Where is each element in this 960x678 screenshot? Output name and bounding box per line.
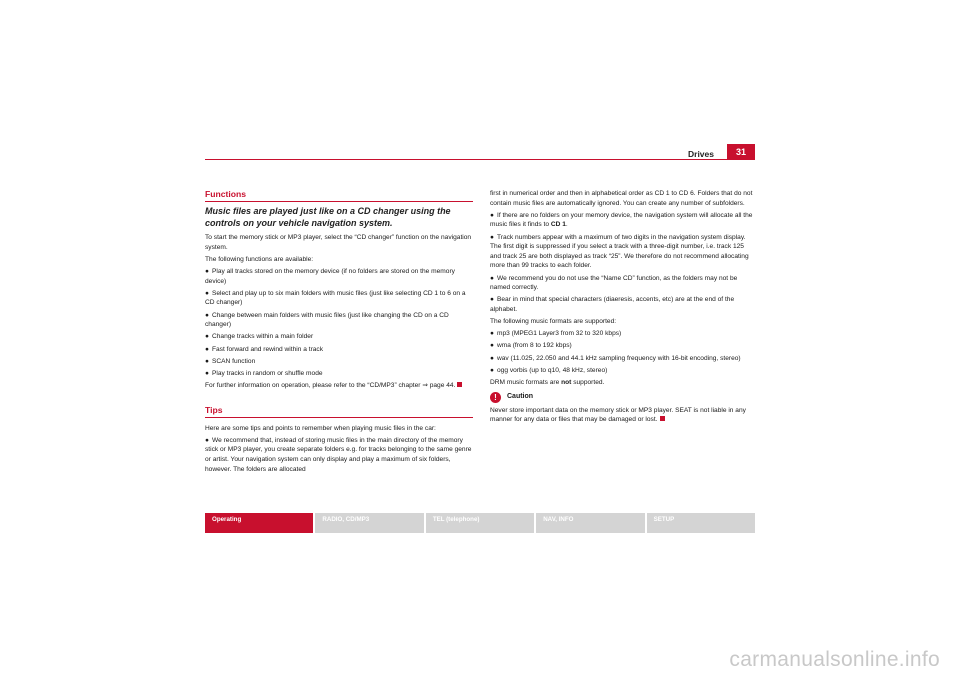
bullet-icon: ●: [205, 436, 209, 444]
tips-continuation: first in numerical order and then in alphabetical order as CD 1 to CD 6. Folders that do not contain music files are automatically ignored. You can create any number of subfolders.: [490, 190, 753, 207]
bullet-icon: ●: [205, 267, 209, 275]
page-number: 31: [727, 144, 755, 160]
page-section-title: Drives: [688, 149, 714, 159]
tab-nav-info[interactable]: NAV, INFO: [536, 513, 644, 533]
list-item: ● Track numbers appear with a maximum of two digits in the navigation system display. The first digit is suppressed if you select a track with a three-digit number, i.e. track 125 and track 25 are both displayed as track “25”. We therefore do not recommend allocating more than 99 tracks to each folder.: [490, 233, 749, 270]
list-item: ● ogg vorbis (up to q10, 48 kHz, stereo): [490, 366, 608, 374]
tab-radio-cd-mp3[interactable]: RADIO, CD/MP3: [315, 513, 423, 533]
bullet-icon: ●: [490, 330, 494, 338]
bullet-icon: ●: [490, 342, 494, 350]
section-end-icon: [660, 416, 665, 421]
list-item: ● We recommend you do not use the “Name CD” function, as the folders may not be named correctly.: [490, 274, 738, 292]
list-item: ● wav (11.025, 22.050 and 44.1 kHz sampling frequency with 16-bit encoding, stereo): [490, 354, 741, 362]
bullet-icon: ●: [490, 296, 494, 304]
list-item: ● Play all tracks stored on the memory device (if no folders are stored on the memory device): [205, 267, 455, 285]
tab-operating[interactable]: Operating: [205, 513, 313, 533]
page-reference-link[interactable]: ⇒ page 44.: [422, 382, 456, 390]
section-end-icon: [457, 382, 462, 387]
list-item: ● We recommend that, instead of storing music files in the main directory of the memory stick or MP3 player, you create separate folders e.g. for tracks belonging to the same genre or artist. Your navigation system can only display and play a maximum of six folders, however. The folders are allocated: [205, 436, 472, 473]
bullet-icon: ●: [490, 233, 494, 241]
list-item: ● Play tracks in random or shuffle mode: [205, 369, 323, 377]
bullet-icon: ●: [490, 274, 494, 282]
list-item: ● Select and play up to six main folders with music files (just like selecting CD 1 to 6 on a CD changer): [205, 289, 466, 307]
bullet-icon: ●: [205, 357, 209, 365]
list-item: ● Change between main folders with music files (just like changing the CD on a CD changer): [205, 311, 449, 329]
list-item: ● mp3 (MPEG1 Layer3 from 32 to 320 kbps): [490, 330, 622, 338]
functions-intro: Music files are played just like on a CD changer using the controls on your vehicle navigation system.: [205, 206, 451, 228]
tips-paragraph-1: Here are some tips and points to remember when playing music files in the car:: [205, 424, 436, 432]
right-column: [490, 189, 755, 427]
caution-heading: ! Caution: [490, 392, 755, 403]
functions-paragraph-3: For further information on operation, please refer to the “CD/MP3” chapter ⇒ page 44.: [205, 381, 473, 391]
bullet-icon: ●: [205, 345, 209, 353]
bullet-icon: ●: [490, 211, 494, 219]
functions-paragraph-2: The following functions are available:: [205, 255, 314, 263]
bullet-icon: ●: [205, 289, 209, 297]
list-item: ● If there are no folders on your memory device, the navigation system will allocate all the music files it finds to CD 1.: [490, 211, 753, 229]
functions-paragraph-1: To start the memory stick or MP3 player, select the “CD changer” function on the navigation system.: [205, 234, 472, 251]
list-item: ● Fast forward and rewind within a track: [205, 345, 324, 353]
bullet-icon: ●: [205, 311, 209, 319]
warning-icon: !: [490, 392, 501, 403]
formats-intro: The following music formats are supported:: [490, 318, 617, 326]
left-column: [205, 189, 473, 477]
functions-heading: Functions: [205, 189, 473, 202]
bullet-icon: ●: [205, 369, 209, 377]
caution-text: Never store important data on the memory stick or MP3 player. SEAT is not liable in any manner for any data or files that may be damaged or lost.: [490, 406, 746, 424]
list-item: ● wma (from 8 to 192 kbps): [490, 342, 572, 350]
list-item: ● Change tracks within a main folder: [205, 333, 314, 341]
header-rule: [205, 159, 755, 160]
bullet-icon: ●: [205, 333, 209, 341]
tab-telephone[interactable]: TEL (telephone): [426, 513, 534, 533]
bullet-icon: ●: [490, 354, 494, 362]
drm-note: DRM music formats are not supported.: [490, 379, 605, 387]
footer-nav: [205, 513, 755, 533]
tips-heading: Tips: [205, 405, 473, 418]
tab-setup[interactable]: SETUP: [647, 513, 755, 533]
bullet-icon: ●: [490, 366, 494, 374]
list-item: ● Bear in mind that special characters (diaeresis, accents, etc) are at the end of the alphabet.: [490, 296, 735, 313]
list-item: ● SCAN function: [205, 357, 256, 365]
watermark: carmanualsonline.info: [729, 648, 940, 671]
